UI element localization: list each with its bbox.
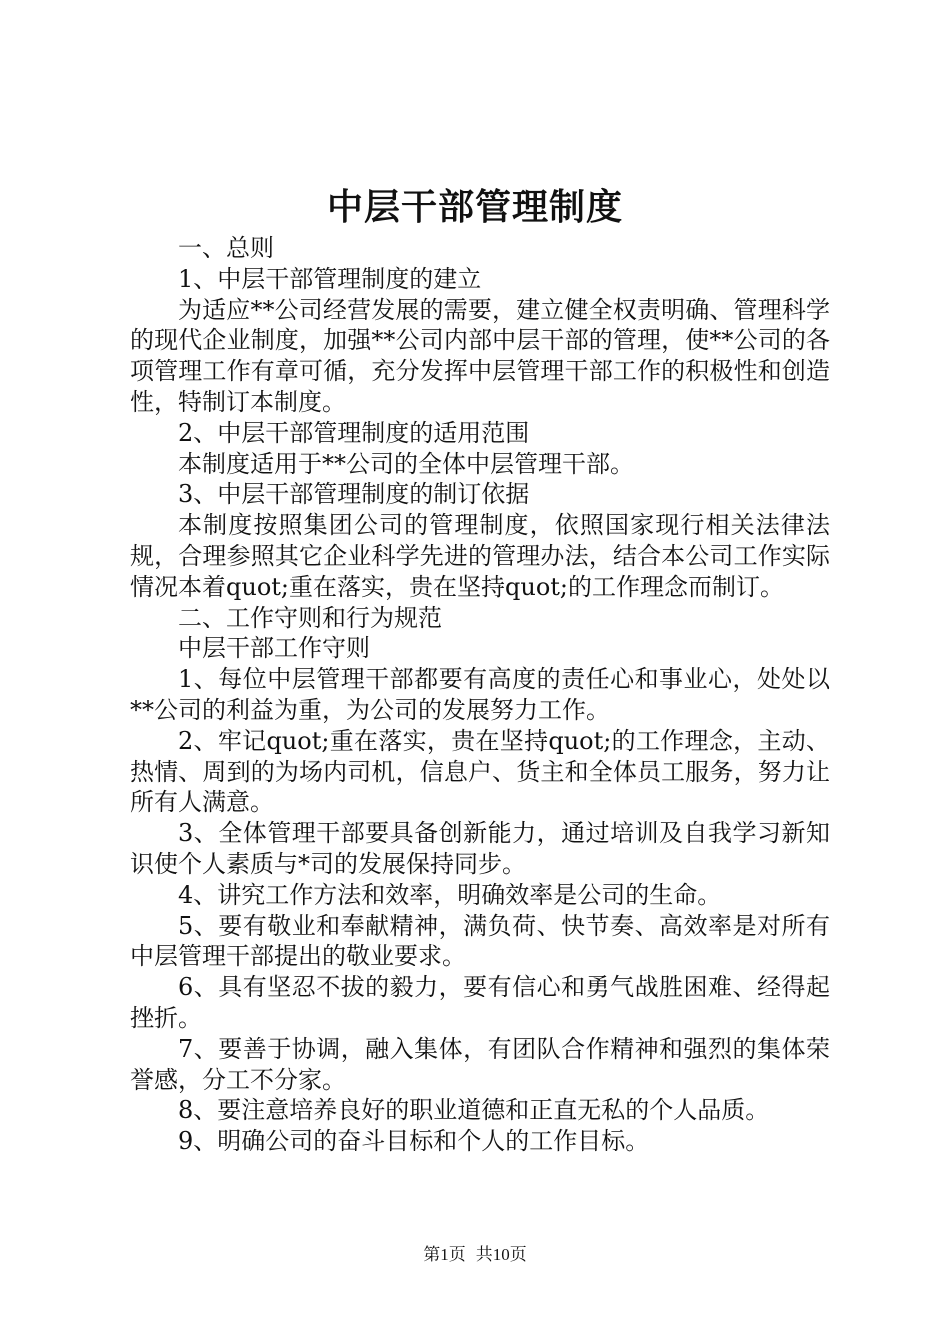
subsection-heading: 3、中层干部管理制度的制订依据 <box>178 480 530 509</box>
list-item: 6、具有坚忍不拔的毅力，要有信心和勇气战胜困难、经得起挫折。 <box>130 973 830 1032</box>
list-item: 4、讲究工作方法和效率，明确效率是公司的生命。 <box>178 880 722 909</box>
document-body <box>130 233 830 1157</box>
body-paragraph: 本制度按照集团公司的管理制度，依照国家现行相关法律法规，合理参照其它企业科学先进的管理办法，结合本公司工作实际情况本着quot;重在落实，贵在坚持quot;的工作理念而制订。 <box>130 511 830 601</box>
subsection-heading: 1、中层干部管理制度的建立 <box>178 264 482 293</box>
list-item: 5、要有敬业和奉献精神，满负荷、快节奏、高效率是对所有中层管理干部提出的敬业要求。 <box>130 911 830 971</box>
subsection-heading: 中层干部工作守则 <box>178 634 370 663</box>
list-item: 9、明确公司的奋斗目标和个人的工作目标。 <box>178 1127 650 1156</box>
section-heading: 二、工作守则和行为规范 <box>178 603 442 632</box>
list-item: 1、每位中层管理干部都要有高度的责任心和事业心，处处以**公司的利益为重，为公司的发展努力工作。 <box>130 665 830 724</box>
page-total: 共10页 <box>475 1245 527 1264</box>
page-number: 第1页 <box>423 1245 466 1264</box>
list-item: 3、全体管理干部要具备创新能力，通过培训及自我学习新知识使个人素质与*司的发展保持同步。 <box>130 819 830 878</box>
subsection-heading: 2、中层干部管理制度的适用范围 <box>178 418 530 447</box>
body-paragraph: 本制度适用于**公司的全体中层管理干部。 <box>178 449 634 478</box>
body-paragraph: 为适应**公司经营发展的需要，建立健全权责明确、管理科学的现代企业制度，加强**公司内部中层干部的管理，使**公司的各项管理工作有章可循，充分发挥中层管理干部工作的积极性和创造性，特制订本制度。 <box>130 295 830 416</box>
page-footer <box>0 1243 950 1267</box>
document-title: 中层干部管理制度 <box>326 186 623 228</box>
section-heading: 一、总则 <box>178 234 274 262</box>
list-item: 8、要注意培养良好的职业道德和正直无私的个人品质。 <box>178 1096 770 1125</box>
list-item: 2、牢记quot;重在落实，贵在坚持quot;的工作理念，主动、热情、周到的为场内司机，信息户、货主和全体员工服务，努力让所有人满意。 <box>130 726 830 817</box>
list-item: 7、要善于协调，融入集体，有团队合作精神和强烈的集体荣誉感，分工不分家。 <box>130 1034 830 1094</box>
